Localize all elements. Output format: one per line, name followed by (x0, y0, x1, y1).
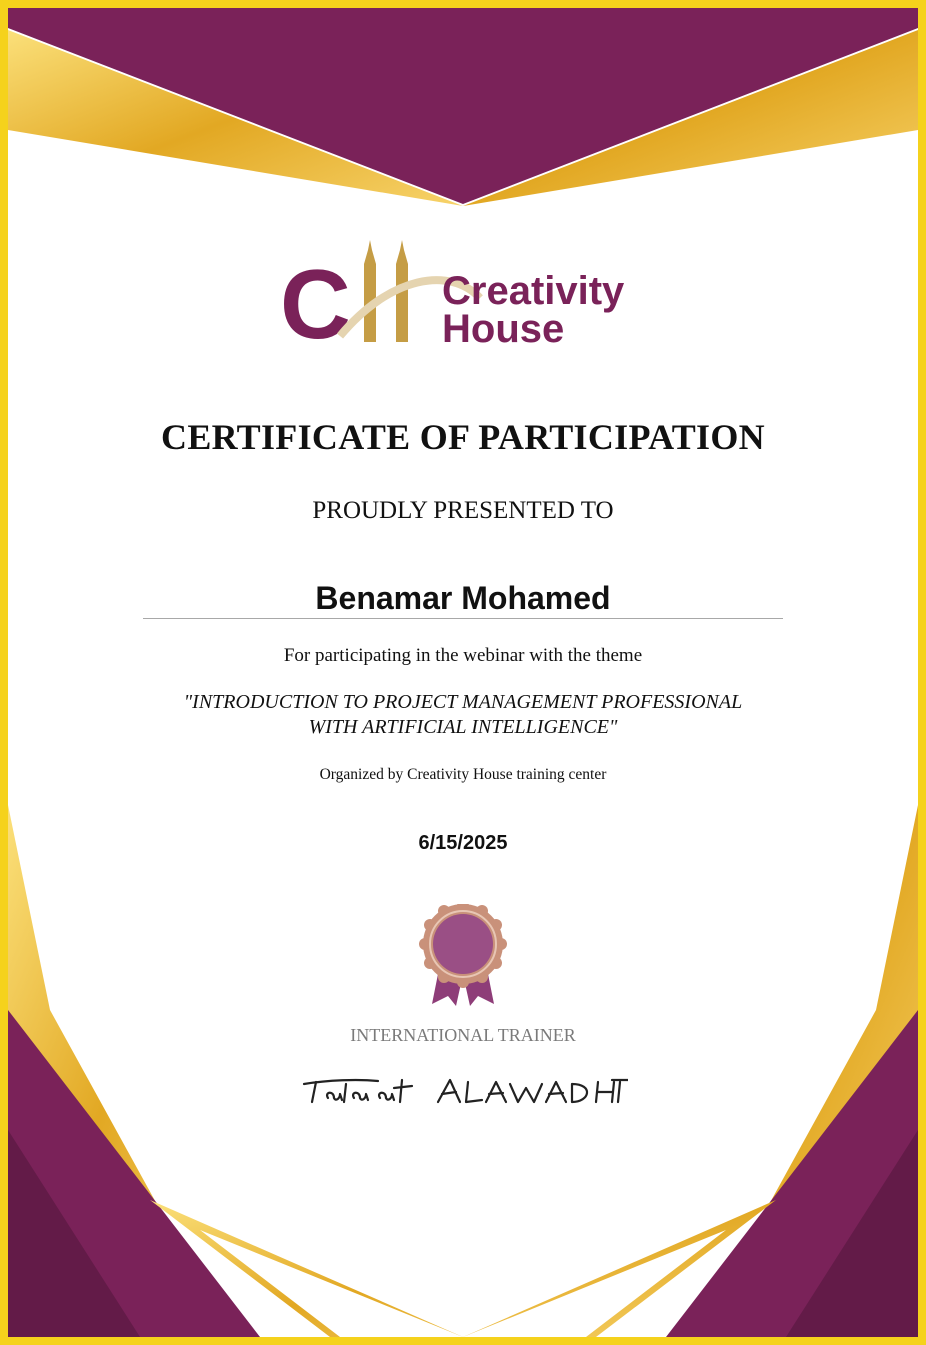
webinar-theme-line-1: "INTRODUCTION TO PROJECT MANAGEMENT PROFESSIONAL (183, 691, 743, 713)
webinar-theme-line-2: WITH ARTIFICIAL INTELLIGENCE" (308, 716, 618, 738)
trainer-signature (298, 1072, 628, 1112)
creativity-house-logo (280, 236, 650, 346)
organizer-text: Organized by Creativity House training center (319, 766, 607, 783)
name-underline (143, 618, 783, 619)
trainer-title: INTERNATIONAL TRAINER (350, 1025, 576, 1045)
inner-page (8, 8, 918, 1337)
participation-text: For participating in the webinar with the theme (283, 645, 643, 666)
recipient-name: Benamar Mohamed (315, 580, 611, 616)
presented-to-text: PROUDLY PRESENTED TO (312, 497, 614, 524)
certificate-title: CERTIFICATE OF PARTICIPATION (161, 417, 765, 457)
logo-word-house: House (442, 307, 565, 346)
logo-monogram: C (280, 249, 351, 346)
award-seal-icon (418, 904, 508, 1010)
logo-word-creativity: Creativity (442, 269, 625, 313)
certificate-date: 6/15/2025 (418, 832, 508, 854)
